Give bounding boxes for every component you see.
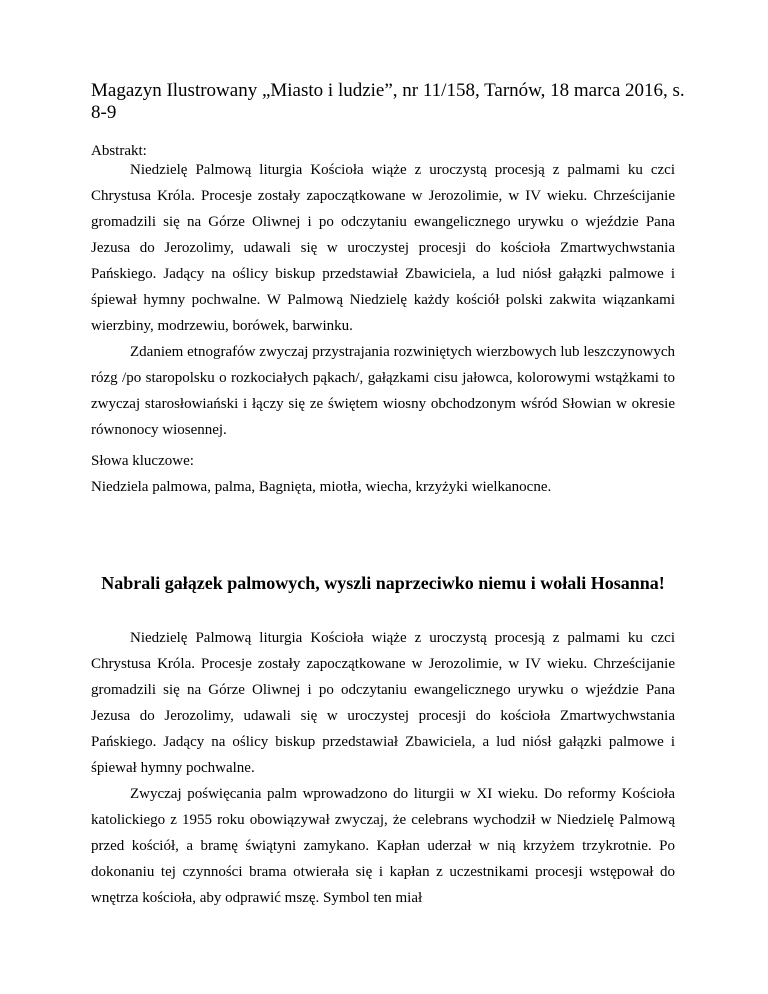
abstract-paragraph-1: Niedzielę Palmową liturgia Kościoła wiąże z uroczystą procesją z palmami ku czci Chrystusa Króla. Procesje zostały zapoczątkowane w Jerozolimie, w IV wieku. Chrześcijanie gromadzili się na Górze Oliwnej i po odczytaniu ewangelicznego urywku o wjeździe Pana Jezusa do Jerozolimy, udawali się w uroczystej procesji do kościoła Zmartwychwstania Pańskiego. Jadący na oślicy biskup przedstawiał Zbawiciela, a lud niósł gałązki palmowe i śpiewał hymny pochwalne. W Palmową Niedzielę każdy kościół polski zakwita wiązankami wierzbiny, modrzewiu, borówek, barwinku. [91,162,675,334]
body-paragraph-1: Niedzielę Palmową liturgia Kościoła wiąże z uroczystą procesją z palmami ku czci Chrystusa Króla. Procesje zostały zapoczątkowane w Jerozolimie, w IV wieku. Chrześcijanie gromadzili się na Górze Oliwnej i po odczytaniu ewangelicznego urywku o wjeździe Pana Jezusa do Jerozolimy, udawali się w uroczystej procesji do kościoła Zmartwychwstania Pańskiego. Jadący na oślicy biskup przedstawiał Zbawiciela, a lud niósł gałązki palmowe i śpiewał hymny pochwalne. [91,630,675,776]
abstract-paragraph-2: Zdaniem etnografów zwyczaj przystrajania rozwiniętych wierzbowych lub leszczynowych rózg /po staropolsku o rozkociałych pąkach/, gałązkami cisu jałowca, kolorowymi wstążkami to zwyczaj starosłowiański i łączy się ze świętem wiosny obchodzonym wśród Słowian w okresie równonocy wiosennej. [91,344,675,438]
keywords-label: Słowa kluczowe: [91,453,194,469]
keywords-text: Niedziela palmowa, palma, Bagnięta, miotła, wiecha, krzyżyki wielkanocne. [91,479,552,495]
article-title: Nabrali gałązek palmowych, wyszli naprzeciwko niemu i wołali Hosanna! [101,573,665,593]
abstract-label: Abstrakt: [91,143,147,159]
body-paragraph-2: Zwyczaj poświęcania palm wprowadzono do liturgii w XI wieku. Do reformy Kościoła katolickiego z 1955 roku obowiązywał zwyczaj, że celebrans wychodził w Niedzielę Palmową przed kościół, a bramę świątyni zamykano. Kapłan uderzał w nią krzyżem trzykrotnie. Po dokonaniu tej czynności brama otwierała się i kapłan z uczestnikami procesji wstępował do wnętrza kościoła, aby odprawić mszę. Symbol ten miał [91,786,675,906]
citation-header: Magazyn Ilustrowany „Miasto i ludzie”, nr 11/158, Tarnów, 18 marca 2016, s. 8-9 [91,80,685,123]
